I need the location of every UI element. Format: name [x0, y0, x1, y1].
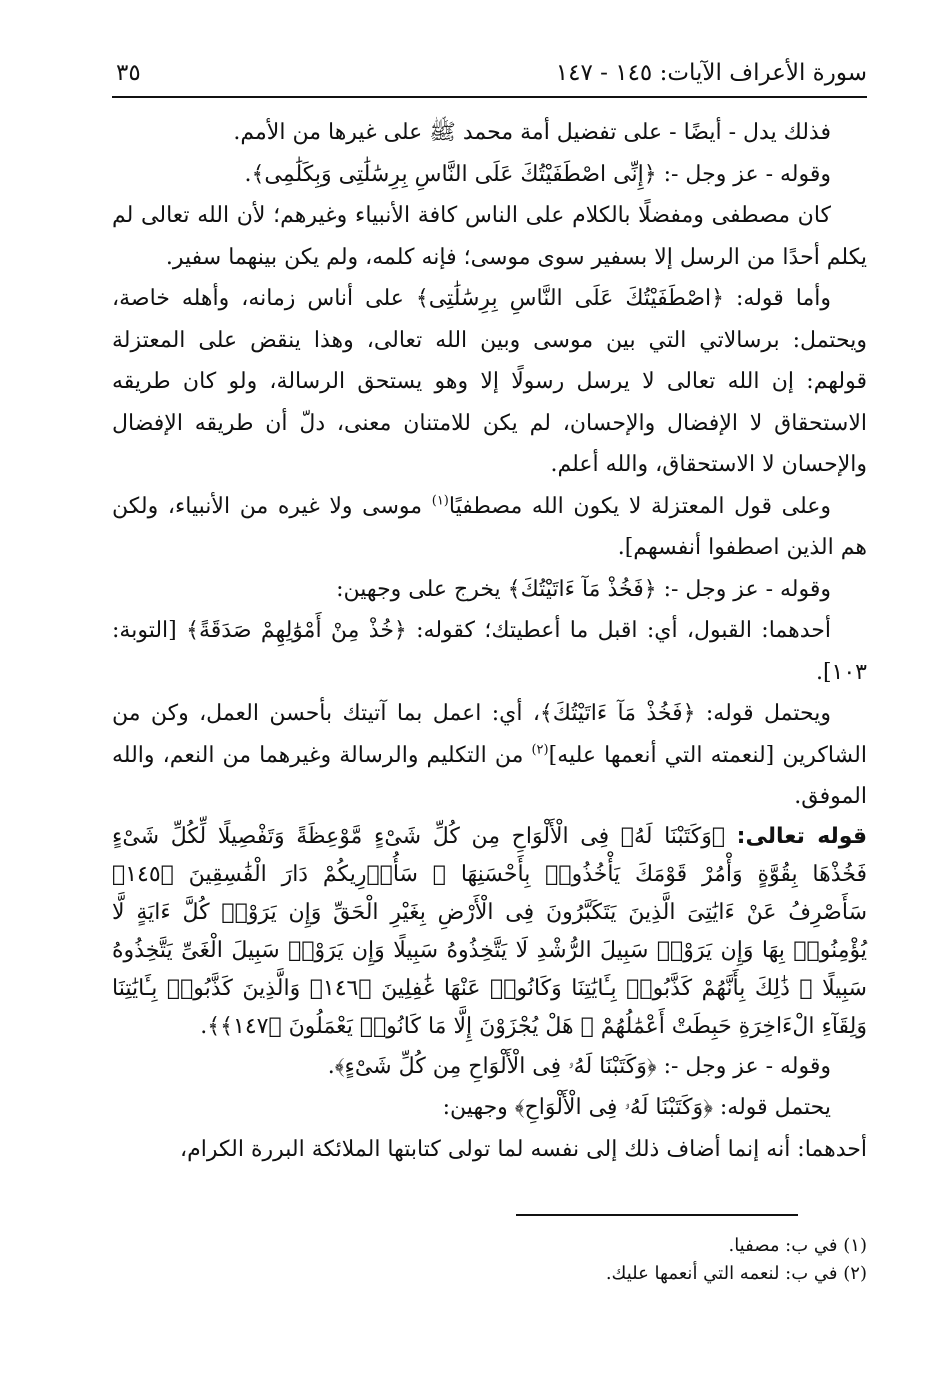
verse-lead: قوله تعالى: — [736, 823, 868, 849]
main-text — [112, 112, 867, 1170]
paragraph-8-after: من التكليم والرسالة وغيرهما من النعم، والله الموفق. — [112, 742, 867, 809]
footnote-2-num: (٢) — [843, 1263, 867, 1284]
footnote-ref-1[interactable]: (١) — [431, 493, 449, 509]
footnotes — [460, 1232, 867, 1288]
footnote-1 — [460, 1232, 867, 1260]
footnote-1-num: (١) — [843, 1235, 867, 1256]
paragraph-4: وأما قوله: ﴿اصْطَفَيْتُكَ عَلَى النَّاسِ بِرِسَٰلَٰتِى﴾ على أناس زمانه، وأهله خاصة، ويحتمل: برسالاتي التي بين موسى وبين الله تعالى، وهذا ينقض على المعتزلة قولهم: إن الله تعالى لا يرسل رسولًا إلا وهو يستحق الرسالة، ولو كان طريقه الاستحقاق لا الإفضال والإحسان، لم يكن للامتنان معنى، دلّ أن طريقه الإفضال والإحسان لا الاستحقاق، والله أعلم. — [112, 286, 867, 477]
paragraph-11: يحتمل قوله: ﴿وَكَتَبْنَا لَهُۥ فِى الْأَلْوَاحِ﴾ وجهين: — [442, 1095, 831, 1120]
surah-title: سورة الأعراف الآيات: ١٤٥ - ١٤٧ — [555, 60, 867, 86]
footnote-1-text: في ب: مصفيا. — [728, 1235, 838, 1256]
paragraph-1: فذلك يدل - أيضًا - على تفضيل أمة محمد ﷺ على غيرها من الأمم. — [233, 120, 831, 145]
paragraph-5-before: وعلى قول المعتزلة لا يكون الله مصطفيًا — [448, 493, 832, 519]
page-number: ٣٥ — [116, 60, 141, 86]
paragraph-12: أحدهما: أنه إنما أضاف ذلك إلى نفسه لما تولى كتابتها الملائكة البررة الكرام، — [180, 1136, 867, 1162]
paragraph-3: كان مصطفى ومفضلًا بالكلام على الناس كافة الأنبياء وغيرهم؛ لأن الله تعالى لم يكلم أحدًا من الرسل إلا بسفير سوى موسى؛ فإنه كلمه، ولم يكن بينهما سفير. — [112, 203, 867, 270]
verse-block — [112, 818, 867, 1046]
paragraph-2: وقوله - عز وجل -: ﴿إِنِّى اصْطَفَيْتُكَ عَلَى النَّاسِ بِرِسَٰلَٰتِى وَبِكَلَٰمِى﴾. — [244, 161, 831, 187]
paragraph-10: وقوله - عز وجل -: ﴿وَكَتَبْنَا لَهُۥ فِى الْأَلْوَاحِ مِن كُلِّ شَىْءٍ﴾. — [327, 1053, 831, 1079]
paragraph-7: أحدهما: القبول، أي: اقبل ما أعطيتك؛ كقوله: ﴿خُذْ مِنْ أَمْوَٰلِهِمْ صَدَقَةً﴾ [التوبة: ١٠٣]. — [112, 618, 867, 685]
paragraph-5 — [112, 486, 867, 569]
verse-text: ﴿وَكَتَبْنَا لَهُۥ فِى الْأَلْوَاحِ مِن كُلِّ شَىْءٍ مَّوْعِظَةً وَتَفْصِيلًا لِّكُلِّ شَىْءٍ فَخُذْهَا بِقُوَّةٍ وَأْمُرْ قَوْمَكَ يَأْخُذُوا۟ بِأَحْسَنِهَا ۚ سَأُو۟رِيكُمْ دَارَ الْفَٰسِقِينَ ﴿١٤٥﴾ سَأَصْرِفُ عَنْ ءَايَٰتِىَ الَّذِينَ يَتَكَبَّرُونَ فِى الْأَرْضِ بِغَيْرِ الْحَقِّ وَإِن يَرَوْا۟ كُلَّ ءَايَةٍ لَّا يُؤْمِنُوا۟ بِهَا وَإِن يَرَوْا۟ سَبِيلَ الرُّشْدِ لَا يَتَّخِذُوهُ سَبِيلًا وَإِن يَرَوْا۟ سَبِيلَ الْغَىِّ يَتَّخِذُوهُ سَبِيلًا ۚ ذَٰلِكَ بِأَنَّهُمْ كَذَّبُوا۟ بِـَٔايَٰتِنَا وَكَانُوا۟ عَنْهَا غَٰفِلِينَ ﴿١٤٦﴾ وَالَّذِينَ كَذَّبُوا۟ بِـَٔايَٰتِنَا وَلِقَآءِ الْءَاخِرَةِ حَبِطَتْ أَعْمَٰلُهُمْ ۚ هَلْ يُجْزَوْنَ إِلَّا مَا كَانُوا۟ يَعْمَلُونَ ﴿١٤٧﴾﴾. — [112, 823, 867, 1039]
paragraph-5-after: موسى ولا غيره من الأنبياء، ولكن هم الذين اصطفوا أنفسهم]. — [112, 493, 867, 560]
footnote-2 — [460, 1260, 867, 1288]
footnote-ref-2[interactable]: (٢) — [531, 742, 549, 758]
footnote-2-text: في ب: لنعمه التي أنعمها عليك. — [605, 1263, 838, 1284]
paragraph-6: وقوله - عز وجل -: ﴿فَخُذْ مَآ ءَاتَيْتُكَ﴾ يخرج على وجهين: — [336, 576, 831, 602]
running-header — [112, 56, 867, 98]
footnote-divider — [516, 1214, 798, 1216]
paragraph-8-before: ويحتمل قوله: ﴿فَخُذْ مَآ ءَاتَيْتُكَ﴾، أي: اعمل بما آتيتك بأحسن العمل، وكن من الشاكرين [لنعمته التي أنعمها عليه] — [112, 701, 867, 768]
paragraph-8 — [112, 693, 867, 818]
